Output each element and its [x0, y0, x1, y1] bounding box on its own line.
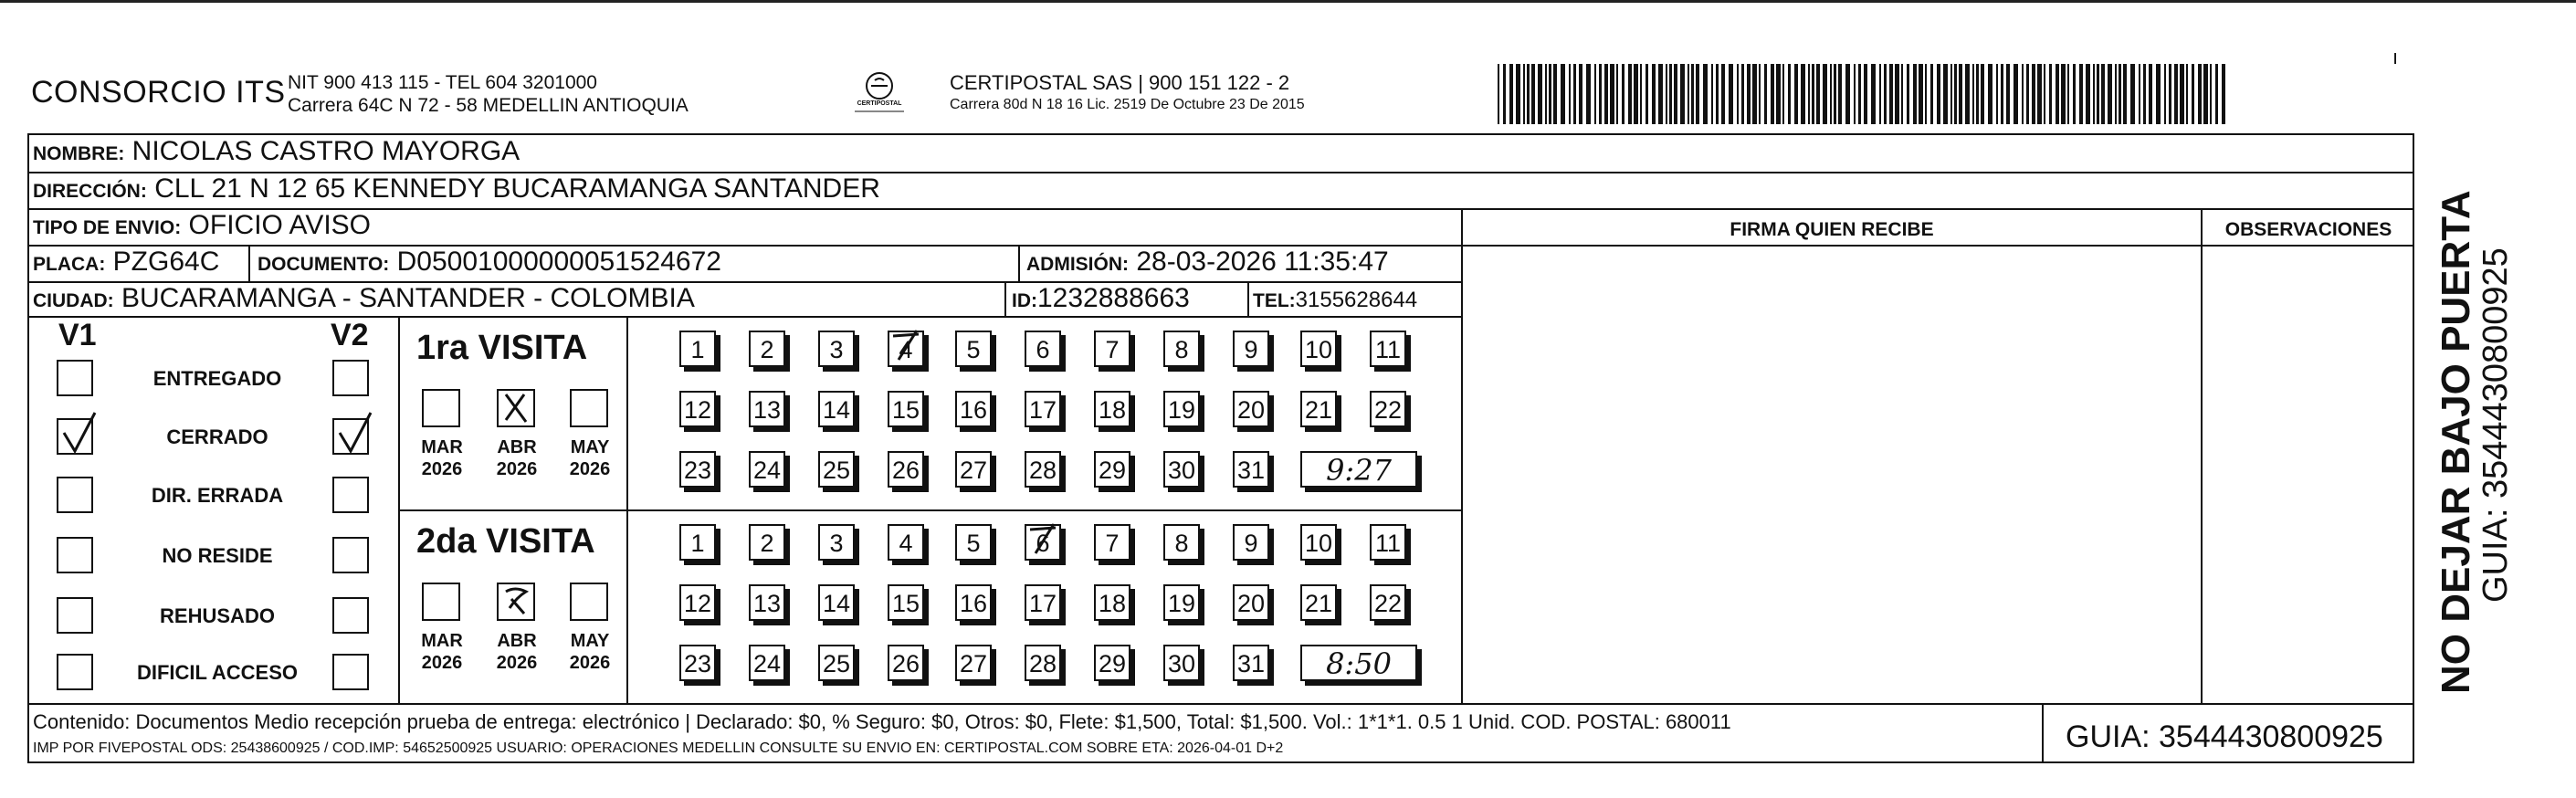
day-box[interactable]: 16 — [955, 391, 992, 427]
rule — [248, 245, 250, 281]
barcode-bar — [2006, 64, 2010, 124]
barcode-bar — [2093, 64, 2095, 124]
admission-label: ADMISIÓN: — [1026, 254, 1129, 275]
barcode-bar — [1688, 64, 1689, 124]
day-box[interactable]: 21 — [1300, 391, 1337, 427]
barcode-bar — [1895, 64, 1899, 124]
sender-nit-tel: NIT 900 413 115 - TEL 604 3201000 — [288, 72, 597, 93]
status-option-label: DIR. ERRADA — [151, 484, 284, 507]
rule — [1018, 245, 1020, 281]
handwritten-time[interactable]: 8:50 — [1300, 645, 1417, 681]
observations-header: OBSERVACIONES — [2224, 219, 2392, 240]
barcode-bar — [1752, 64, 1757, 124]
day-box[interactable]: 8 — [1163, 331, 1200, 367]
day-box[interactable]: 6 — [1025, 331, 1061, 367]
barcode-bar — [1812, 64, 1814, 124]
v2-checkbox[interactable] — [332, 418, 369, 455]
day-box[interactable]: 11 — [1370, 331, 1406, 367]
barcode-bar — [1616, 64, 1618, 124]
day-box[interactable]: 23 — [679, 645, 716, 681]
month-name: MAY — [570, 437, 610, 457]
day-box[interactable]: 9 — [1233, 331, 1269, 367]
barcode-bar — [2123, 64, 2127, 124]
carrier-address: Carrera 80d N 18 16 Lic. 2519 De Octubre 23 De 2015 — [950, 97, 1305, 112]
signature-header: FIRMA QUIEN RECIBE — [1730, 219, 1934, 240]
barcode-bar — [1782, 64, 1784, 124]
barcode-bar — [1594, 64, 1596, 124]
day-box[interactable]: 13 — [749, 584, 785, 621]
v1-checkbox[interactable] — [57, 597, 93, 634]
barcode-bar — [2210, 64, 2212, 124]
barcode-bar — [1919, 64, 1923, 124]
barcode-bar — [1972, 64, 1974, 124]
barcode-bar — [2192, 64, 2194, 124]
name-label: NOMBRE: — [33, 143, 125, 164]
month-year: 2026 — [569, 459, 611, 479]
barcode-bar — [1776, 64, 1781, 124]
city: BUCARAMANGA - SANTANDER - COLOMBIA — [121, 283, 695, 313]
barcode-bar — [1669, 64, 1672, 124]
status-option-label: NO RESIDE — [162, 544, 273, 567]
day-box[interactable]: 15 — [888, 391, 924, 427]
barcode-bar — [2013, 64, 2018, 124]
month-year: 2026 — [496, 459, 538, 479]
barcode-bar — [2032, 64, 2035, 124]
day-box[interactable]: 7 — [1094, 331, 1130, 367]
barcode-bar — [1771, 64, 1774, 124]
day-box[interactable]: 29 — [1094, 451, 1130, 488]
day-box[interactable]: 15 — [888, 584, 924, 621]
barcode-bar — [1788, 64, 1791, 124]
barcode-bar — [2073, 64, 2076, 124]
day-box[interactable]: 18 — [1094, 391, 1130, 427]
barcode-bar — [1907, 64, 1909, 124]
recipient-name: NICOLAS CASTRO MAYORGA — [131, 136, 520, 166]
rule — [1004, 281, 1006, 316]
barcode-bar — [2143, 64, 2146, 124]
month-checkbox[interactable] — [570, 583, 608, 621]
plate: PZG64C — [112, 247, 220, 277]
id-number: 1232888663 — [1037, 283, 1190, 313]
barcode-bar — [1996, 64, 1998, 124]
barcode-bar — [1503, 64, 1506, 124]
rule — [2042, 703, 2044, 763]
barcode-bar — [1523, 64, 1525, 124]
month-label — [488, 630, 546, 674]
barcode-bar — [2130, 64, 2135, 124]
v2-checkbox[interactable] — [332, 360, 369, 396]
rule — [626, 316, 628, 703]
day-box[interactable]: 14 — [818, 391, 855, 427]
barcode-bar — [2044, 64, 2045, 124]
day-box[interactable]: 14 — [818, 584, 855, 621]
document: D05001000000051524672 — [396, 247, 721, 277]
day-box[interactable]: 12 — [679, 391, 716, 427]
handwritten-time[interactable]: 9:27 — [1300, 451, 1417, 488]
day-box[interactable]: 4 — [888, 331, 924, 367]
barcode-bar — [1729, 64, 1733, 124]
send-type-label: TIPO DE ENVIO: — [33, 217, 182, 238]
barcode-bar — [2079, 64, 2083, 124]
month-checkbox[interactable] — [422, 389, 460, 427]
v2-header: V2 — [331, 318, 369, 352]
barcode-bar — [2049, 64, 2052, 124]
barcode-bar — [1871, 64, 1876, 124]
month-year: 2026 — [496, 653, 538, 673]
day-box[interactable]: 2 — [749, 524, 785, 561]
barcode-bar — [2001, 64, 2003, 124]
status-option-label: CERRADO — [166, 425, 268, 448]
day-box[interactable]: 16 — [955, 584, 992, 621]
barcode-bar — [2139, 64, 2140, 124]
plate-row — [33, 247, 219, 279]
id-label: ID: — [1012, 290, 1037, 311]
barcode-bar — [1658, 64, 1663, 124]
barcode-bar — [2026, 64, 2029, 124]
barcode-bar — [1604, 64, 1608, 124]
barcode-bar — [2056, 64, 2059, 124]
barcode-icon — [1498, 64, 2228, 124]
carrier-name: CERTIPOSTAL SAS | 900 151 122 - 2 — [950, 71, 1290, 94]
top-edge — [0, 0, 2576, 3]
send-type-row — [33, 211, 371, 243]
barcode-bar — [1527, 64, 1530, 124]
barcode-bar — [1959, 64, 1962, 124]
visit-title: 1ra VISITA — [416, 329, 588, 367]
day-box[interactable]: 10 — [1300, 331, 1337, 367]
day-box[interactable]: 25 — [818, 645, 855, 681]
barcode-bar — [1680, 64, 1685, 124]
recipient-address: CLL 21 N 12 65 KENNEDY BUCARAMANGA SANTANDER — [154, 173, 880, 204]
barcode-bar — [2222, 64, 2225, 124]
day-box[interactable]: 19 — [1163, 391, 1200, 427]
barcode-bar — [1716, 64, 1719, 124]
barcode-bar — [1943, 64, 1948, 124]
day-box[interactable]: 18 — [1094, 584, 1130, 621]
sender-company: CONSORCIO ITS — [31, 75, 286, 110]
day-box[interactable]: 26 — [888, 451, 924, 488]
content-line: Contenido: Documentos Medio recepción prueba de entrega: electrónico | Declarado: $0, % Seguro: $0, Otros: $0, Flete: $1,500, Total: $1,500. Vol.: 1*1*1. 0.5 1 Unid. COD. POSTAL: 680011 — [33, 710, 1731, 733]
imp-line: IMP POR FIVEPOSTAL ODS: 25438600925 / COD.IMP: 54652500925 USUARIO: OPERACIONES MEDELLIN CONSULTE SU ENVIO EN: CERTIPOSTAL.COM SOBRE ETA: 2026-04-01 D+2 — [33, 740, 1284, 756]
day-box[interactable]: 8 — [1163, 524, 1200, 561]
status-option-label: ENTREGADO — [152, 367, 282, 390]
rule — [2201, 208, 2203, 703]
month-checkbox[interactable] — [497, 389, 535, 427]
barcode-bar — [2174, 64, 2178, 124]
day-box[interactable]: 2 — [749, 331, 785, 367]
v1-checkbox[interactable] — [57, 654, 93, 690]
barcode-bar — [1764, 64, 1767, 124]
barcode-bar — [2097, 64, 2099, 124]
barcode-bar — [1741, 64, 1744, 124]
id-row — [1012, 284, 1190, 316]
rule — [27, 208, 2414, 210]
barcode-bar — [1981, 64, 1984, 124]
month-label — [413, 436, 471, 480]
day-box[interactable]: 10 — [1300, 524, 1337, 561]
carrier-info — [950, 71, 1305, 115]
corner-mark: ı — [2392, 46, 2399, 68]
month-name: ABR — [497, 437, 537, 457]
barcode-bar — [1561, 64, 1565, 124]
rule — [27, 703, 2414, 705]
v2-checkbox[interactable] — [332, 537, 369, 573]
barcode-bar — [1674, 64, 1677, 124]
tel-number: 3155628644 — [1295, 288, 1418, 312]
day-box[interactable]: 27 — [955, 645, 992, 681]
barcode-bar — [1634, 64, 1638, 124]
barcode-bar — [2101, 64, 2105, 124]
barcode-bar — [2067, 64, 2069, 124]
barcode-bar — [1737, 64, 1739, 124]
barcode-bar — [1599, 64, 1602, 124]
barcode-bar — [1509, 64, 1513, 124]
day-box[interactable]: 21 — [1300, 584, 1337, 621]
barcode-bar — [1965, 64, 1970, 124]
barcode-bar — [1913, 64, 1917, 124]
day-box[interactable]: 3 — [818, 331, 855, 367]
day-box[interactable]: 24 — [749, 645, 785, 681]
day-box[interactable]: 20 — [1233, 391, 1269, 427]
barcode-bar — [1747, 64, 1751, 124]
day-box[interactable]: 5 — [955, 331, 992, 367]
day-box[interactable]: 22 — [1370, 391, 1406, 427]
barcode-bar — [2086, 64, 2090, 124]
barcode-bar — [2061, 64, 2066, 124]
day-box[interactable]: 9 — [1233, 524, 1269, 561]
day-box[interactable]: 6 — [1025, 524, 1061, 561]
barcode-bar — [1884, 64, 1887, 124]
day-box[interactable]: 1 — [679, 524, 716, 561]
barcode-bar — [1976, 64, 1979, 124]
v1-header: V1 — [58, 318, 97, 352]
day-box[interactable]: 30 — [1163, 645, 1200, 681]
barcode-bar — [2115, 64, 2117, 124]
rule — [1247, 281, 1249, 316]
barcode-bar — [1711, 64, 1713, 124]
barcode-bar — [1569, 64, 1571, 124]
barcode-bar — [1830, 64, 1832, 124]
month-name: MAR — [421, 631, 463, 651]
month-year: 2026 — [421, 653, 463, 673]
barcode-bar — [1545, 64, 1547, 124]
barcode-bar — [1845, 64, 1850, 124]
month-name: ABR — [497, 631, 537, 651]
document-row — [258, 247, 721, 279]
rule — [398, 316, 400, 703]
barcode-bar — [1937, 64, 1940, 124]
day-box[interactable]: 30 — [1163, 451, 1200, 488]
month-label — [561, 630, 619, 674]
barcode-bar — [1610, 64, 1614, 124]
rule — [27, 316, 1461, 318]
barcode-bar — [1721, 64, 1725, 124]
barcode-bar — [1808, 64, 1810, 124]
day-box[interactable]: 12 — [679, 584, 716, 621]
barcode-bar — [2022, 64, 2024, 124]
day-box[interactable]: 19 — [1163, 584, 1200, 621]
barcode-bar — [1988, 64, 1992, 124]
barcode-bar — [1666, 64, 1667, 124]
status-option-label: DIFICIL ACCESO — [136, 661, 298, 684]
tel-row — [1253, 286, 1417, 316]
city-label: CIUDAD: — [33, 290, 114, 311]
month-checkbox[interactable] — [570, 389, 608, 427]
certipostal-logo-text: CERTIPOSTAL — [857, 100, 902, 107]
barcode-bar — [2037, 64, 2042, 124]
day-box[interactable]: 29 — [1094, 645, 1130, 681]
name-row — [33, 137, 520, 169]
rule — [398, 509, 1461, 511]
barcode-bar — [1531, 64, 1535, 124]
month-label — [413, 630, 471, 674]
barcode-bar — [1930, 64, 1933, 124]
month-label — [488, 436, 546, 480]
barcode-bar — [1759, 64, 1761, 124]
barcode-bar — [1549, 64, 1551, 124]
v1-checkbox[interactable] — [57, 418, 93, 455]
barcode-bar — [1901, 64, 1903, 124]
barcode-bar — [1628, 64, 1632, 124]
barcode-bar — [1879, 64, 1881, 124]
address-label: DIRECCIÓN: — [33, 181, 147, 202]
barcode-bar — [2149, 64, 2152, 124]
address-row — [33, 174, 880, 206]
barcode-bar — [1703, 64, 1708, 124]
month-year: 2026 — [569, 653, 611, 673]
day-box[interactable]: 28 — [1025, 451, 1061, 488]
barcode-bar — [2169, 64, 2171, 124]
sender-address: Carrera 64C N 72 - 58 MEDELLIN ANTIOQUIA — [288, 95, 689, 116]
barcode-bar — [1801, 64, 1805, 124]
day-box[interactable]: 28 — [1025, 645, 1061, 681]
barcode-bar — [1925, 64, 1927, 124]
barcode-bar — [1553, 64, 1557, 124]
barcode-bar — [2215, 64, 2218, 124]
barcode-bar — [1573, 64, 1576, 124]
barcode-bar — [1854, 64, 1856, 124]
v1-checkbox[interactable] — [57, 537, 93, 573]
barcode-bar — [1950, 64, 1952, 124]
visit-title: 2da VISITA — [416, 522, 595, 561]
certipostal-logo-icon — [847, 68, 911, 119]
barcode-bar — [1838, 64, 1842, 124]
barcode-bar — [2156, 64, 2161, 124]
plate-label: PLACA: — [33, 254, 106, 275]
side-guia: GUIA: 3544430800925 — [2476, 247, 2515, 603]
month-label — [561, 436, 619, 480]
side-warning: NO DEJAR BAJO PUERTA — [2434, 190, 2478, 694]
day-box[interactable]: 25 — [818, 451, 855, 488]
barcode-bar — [2186, 64, 2188, 124]
barcode-bar — [1538, 64, 1542, 124]
v1-checkbox[interactable] — [57, 477, 93, 513]
day-box[interactable]: 3 — [818, 524, 855, 561]
barcode-bar — [1516, 64, 1520, 124]
barcode-bar — [1640, 64, 1642, 124]
footer-guia: GUIA: 3544430800925 — [2066, 719, 2383, 754]
barcode-bar — [2180, 64, 2184, 124]
barcode-bar — [1889, 64, 1893, 124]
day-box[interactable]: 17 — [1025, 391, 1061, 427]
day-box[interactable]: 31 — [1233, 451, 1269, 488]
barcode-bar — [1823, 64, 1827, 124]
month-checkbox[interactable] — [422, 583, 460, 621]
month-name: MAR — [421, 437, 463, 457]
admission-row — [1026, 247, 1389, 279]
barcode-bar — [1834, 64, 1836, 124]
barcode-bar — [2198, 64, 2202, 124]
v1-checkbox[interactable] — [57, 360, 93, 396]
barcode-bar — [1696, 64, 1699, 124]
month-checkbox[interactable] — [497, 583, 535, 621]
day-box[interactable]: 22 — [1370, 584, 1406, 621]
barcode-bar — [1652, 64, 1656, 124]
admission: 28-03-2026 11:35:47 — [1136, 247, 1389, 277]
status-option-label: REHUSADO — [160, 604, 275, 627]
v2-checkbox[interactable] — [332, 597, 369, 634]
barcode-bar — [2108, 64, 2112, 124]
barcode-bar — [1858, 64, 1861, 124]
day-box[interactable]: 24 — [749, 451, 785, 488]
v2-checkbox[interactable] — [332, 477, 369, 513]
barcode-bar — [1691, 64, 1694, 124]
day-box[interactable]: 31 — [1233, 645, 1269, 681]
barcode-bar — [1586, 64, 1591, 124]
day-box[interactable]: 27 — [955, 451, 992, 488]
barcode-bar — [1622, 64, 1624, 124]
barcode-bar — [2203, 64, 2208, 124]
day-box[interactable]: 4 — [888, 524, 924, 561]
day-box[interactable]: 7 — [1094, 524, 1130, 561]
day-box[interactable]: 5 — [955, 524, 992, 561]
barcode-bar — [2119, 64, 2121, 124]
barcode-bar — [1645, 64, 1648, 124]
rule — [1461, 208, 1463, 703]
barcode-bar — [1579, 64, 1582, 124]
barcode-bar — [1864, 64, 1867, 124]
day-box[interactable]: 17 — [1025, 584, 1061, 621]
barcode-bar — [1954, 64, 1957, 124]
tel-label: TEL: — [1253, 290, 1296, 311]
barcode-bar — [1794, 64, 1798, 124]
barcode-bar — [1498, 64, 1499, 124]
barcode-bar — [2164, 64, 2166, 124]
month-name: MAY — [570, 631, 610, 651]
sender-info — [288, 71, 689, 117]
rule — [1461, 245, 2414, 247]
month-year: 2026 — [421, 459, 463, 479]
v2-checkbox[interactable] — [332, 654, 369, 690]
day-box[interactable]: 1 — [679, 331, 716, 367]
city-row — [33, 284, 695, 316]
day-box[interactable]: 23 — [679, 451, 716, 488]
day-box[interactable]: 13 — [749, 391, 785, 427]
send-type: OFICIO AVISO — [188, 210, 372, 240]
day-box[interactable]: 26 — [888, 645, 924, 681]
barcode-bar — [1816, 64, 1820, 124]
document-label: DOCUMENTO: — [258, 254, 390, 275]
day-box[interactable]: 11 — [1370, 524, 1406, 561]
day-box[interactable]: 20 — [1233, 584, 1269, 621]
